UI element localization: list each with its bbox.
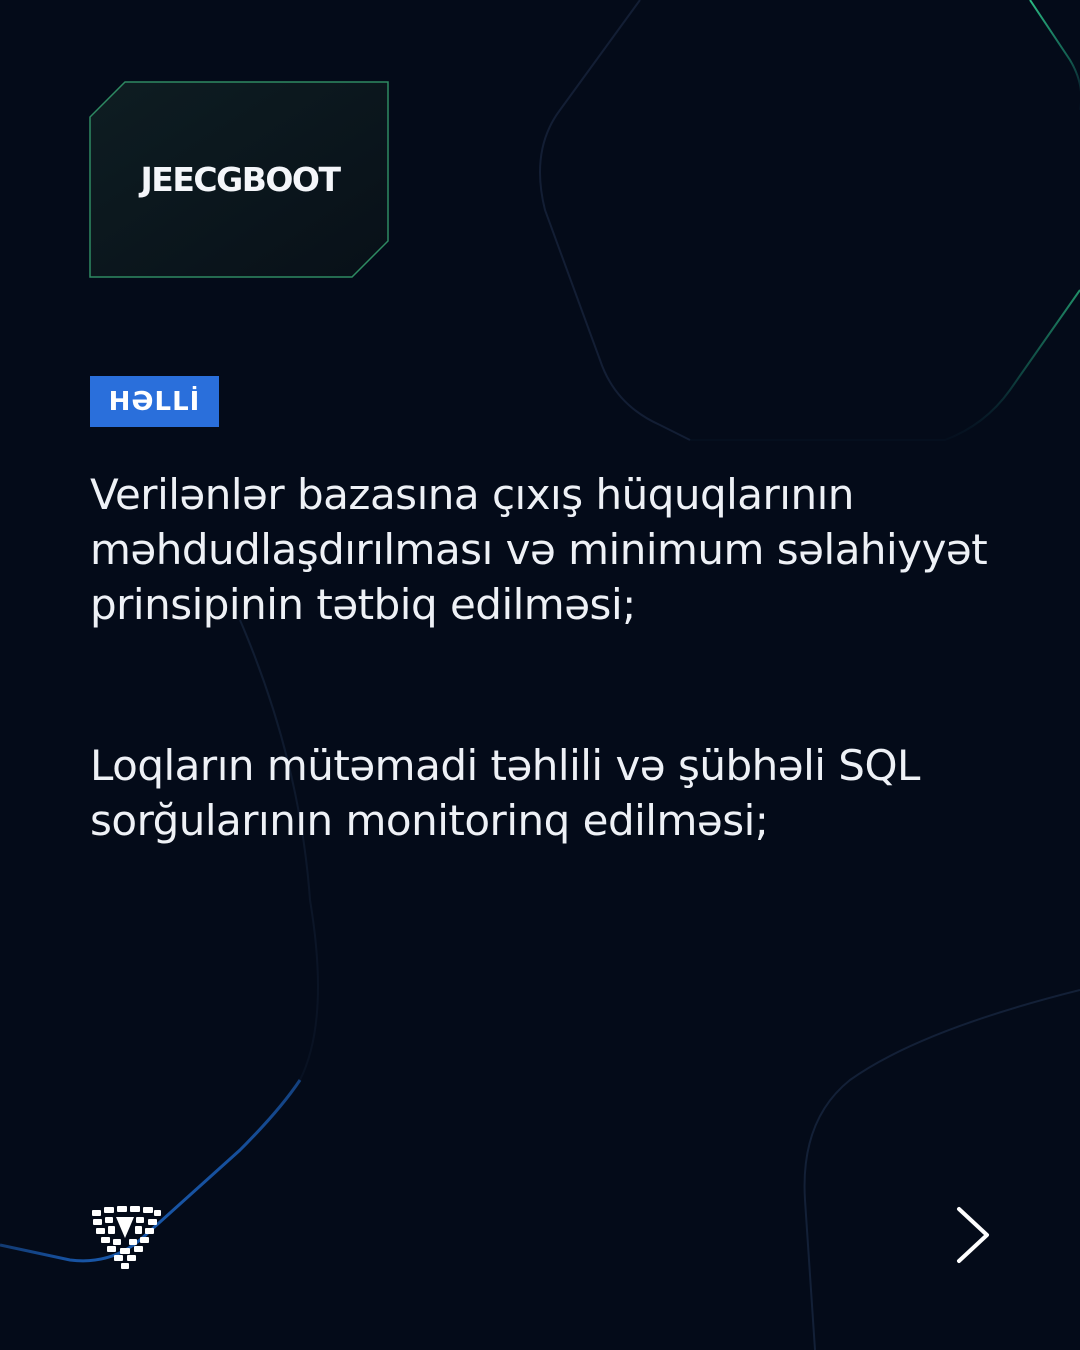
title-card [89,81,389,278]
arrow-right-icon[interactable] [905,1205,991,1265]
solution-paragraph-1: Verilənlər bazasına çıxış hüquqlarının məhdudlaşdırılması və minimum səlahiyyət prinsipinin tətbiq edilməsi; [90,470,988,629]
solution-badge: HƏLLİ [90,376,219,427]
solution-paragraph-2: Loqların mütəmadi təhlili və şübhəli SQL sorğularının monitorinq edilməsi; [90,741,920,845]
card-title: JEECGBOOT [140,160,340,199]
shield-logo-icon [90,1204,162,1272]
